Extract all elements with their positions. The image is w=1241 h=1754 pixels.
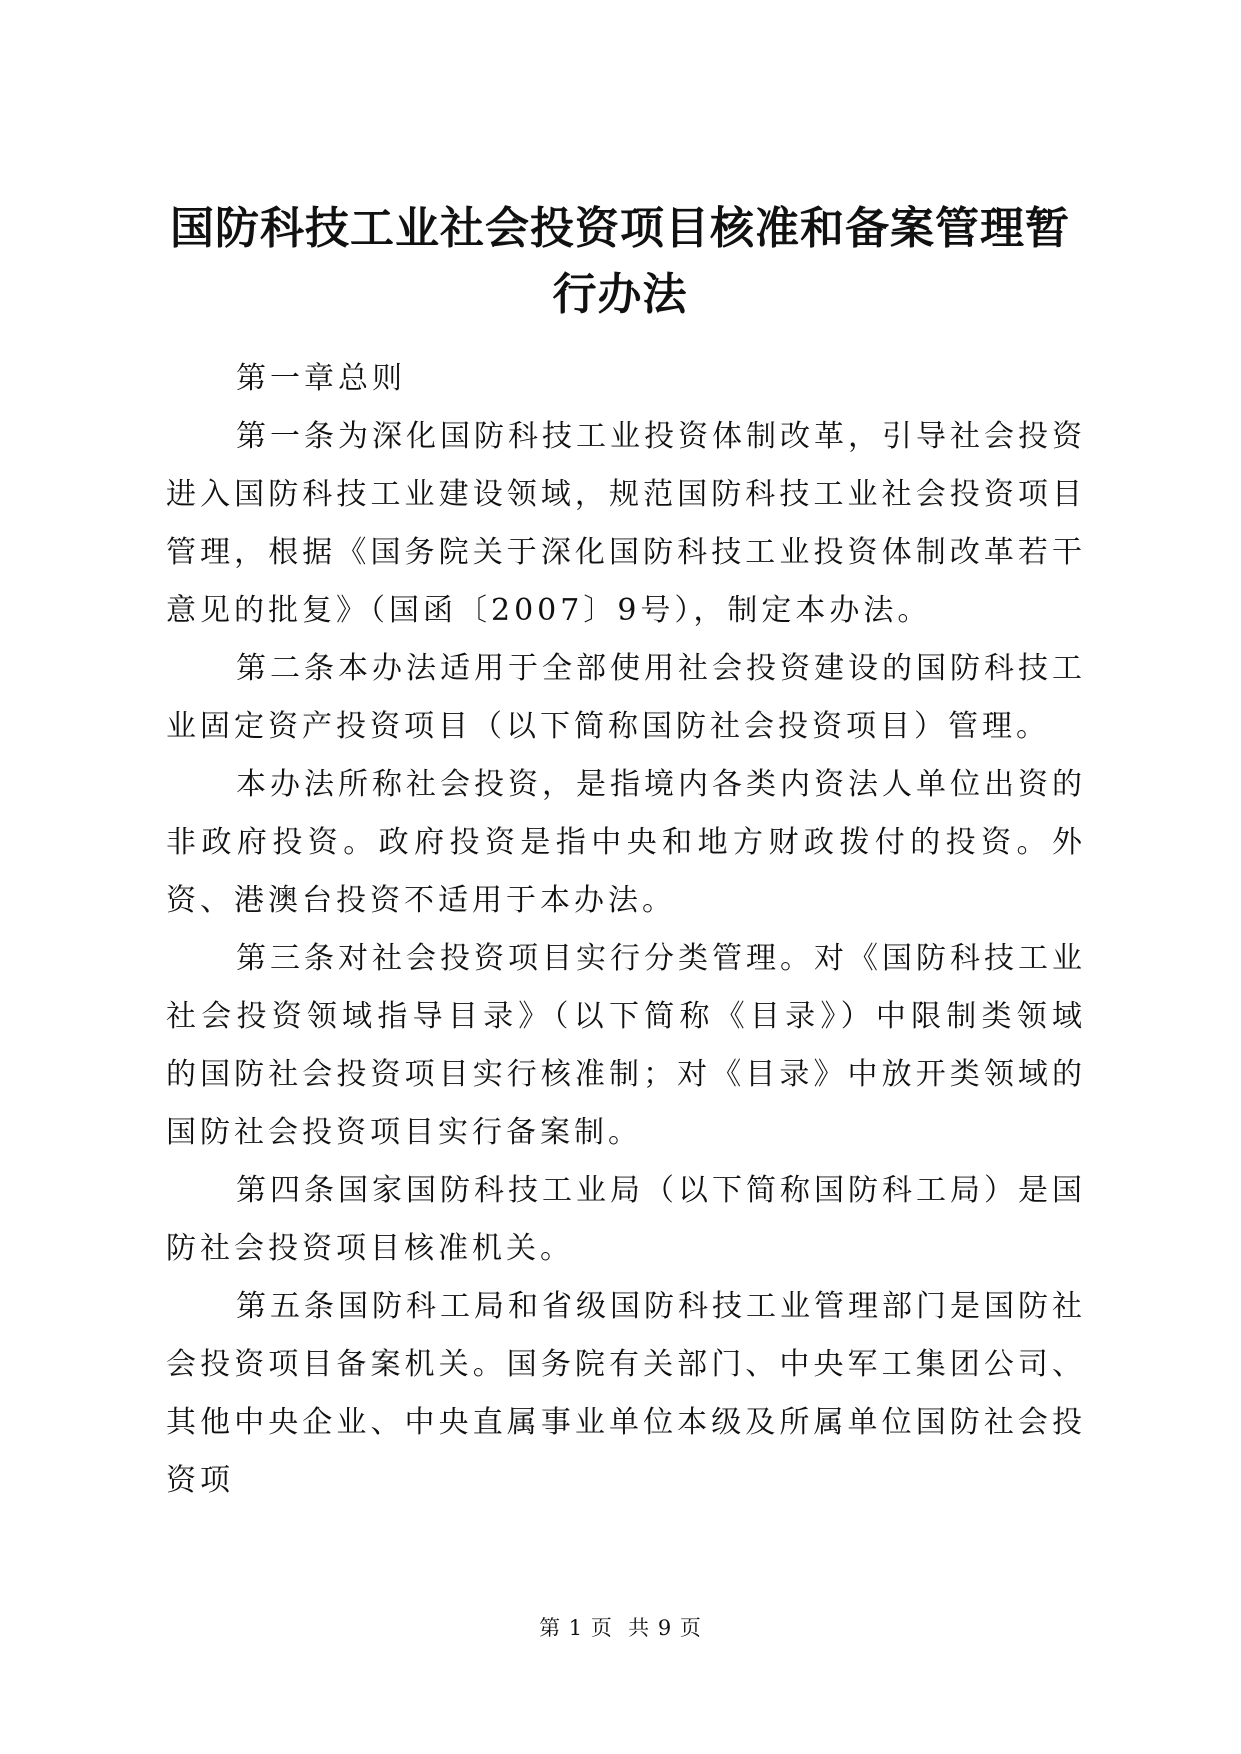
title-line-1: 国防科技工业社会投资项目核准和备案管理暂 bbox=[170, 203, 1070, 254]
article-2: 第二条本办法适用于全部使用社会投资建设的国防科技工业固定资产投资项目（以下简称国防社会投资项目）管理。 bbox=[166, 651, 1086, 744]
article-2-definition: 本办法所称社会投资，是指境内各类内资法人单位出资的非政府投资。政府投资是指中央和地方财政拨付的投资。外资、港澳台投资不适用于本办法。 bbox=[166, 767, 1086, 918]
page-number: 第 1 页 共 9 页 bbox=[539, 1616, 702, 1640]
page-footer bbox=[0, 1613, 1241, 1643]
article-4: 第四条国家国防科技工业局（以下简称国防科工局）是国防社会投资项目核准机关。 bbox=[166, 1173, 1086, 1266]
article-5: 第五条国防科工局和省级国防科技工业管理部门是国防社会投资项目备案机关。国务院有关部门、中央军工集团公司、其他中央企业、中央直属事业单位本级及所属单位国防社会投资项 bbox=[166, 1289, 1086, 1498]
document-title bbox=[150, 196, 1090, 328]
chapter-heading: 第一章总则 bbox=[236, 361, 406, 396]
article-3: 第三条对社会投资项目实行分类管理。对《国防科技工业社会投资领域指导目录》（以下简称《目录》）中限制类领域的国防社会投资项目实行核准制；对《目录》中放开类领域的国防社会投资项目实行备案制。 bbox=[166, 941, 1086, 1150]
article-1: 第一条为深化国防科技工业投资体制改革，引导社会投资进入国防科技工业建设领域，规范国防科技工业社会投资项目管理，根据《国务院关于深化国防科技工业投资体制改革若干意见的批复》（国函〔2007〕9号），制定本办法。 bbox=[166, 419, 1086, 628]
document-body bbox=[166, 350, 1086, 1510]
title-line-2: 行办法 bbox=[552, 269, 688, 320]
